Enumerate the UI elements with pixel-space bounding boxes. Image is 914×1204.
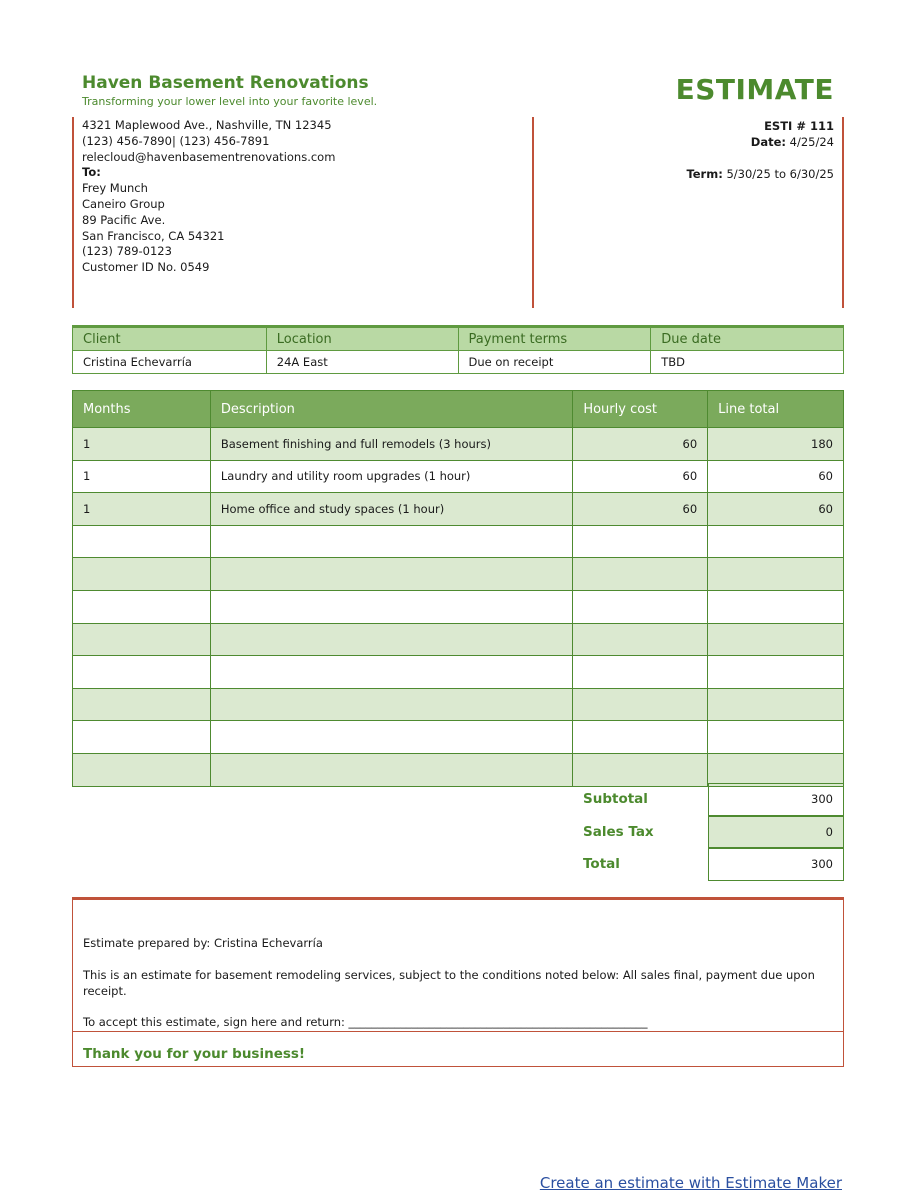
prepared-by: Estimate prepared by: Cristina Echevarría — [83, 936, 323, 950]
company-tagline: Transforming your lower level into your favorite level. — [82, 95, 378, 108]
item-description — [210, 623, 572, 656]
middle-divider — [532, 117, 534, 308]
item-line-total: 60 — [708, 493, 844, 526]
sales-tax-value: 0 — [708, 816, 844, 849]
item-line-total — [708, 525, 844, 558]
company-name: Haven Basement Renovations — [82, 73, 369, 93]
document-title: ESTIMATE — [675, 73, 834, 106]
item-months — [73, 656, 211, 689]
item-line-total — [708, 656, 844, 689]
customer-id: Customer ID No. 0549 — [82, 260, 210, 275]
item-hourly-cost: 60 — [573, 493, 708, 526]
table-row — [73, 753, 844, 786]
info-header-due-date: Due date — [651, 327, 844, 351]
item-months: 1 — [73, 493, 211, 526]
estimate-date — [686, 134, 834, 150]
subtotal-label: Subtotal — [583, 791, 648, 807]
table-row — [73, 493, 844, 526]
client-info-table — [72, 325, 844, 374]
estimate-maker-link[interactable]: Create an estimate with Estimate Maker — [539, 1174, 842, 1192]
item-months — [73, 721, 211, 754]
table-row — [73, 460, 844, 493]
item-hourly-cost — [573, 623, 708, 656]
notes-box — [72, 897, 844, 1067]
info-header-client: Client — [73, 327, 267, 351]
notes-divider — [73, 1031, 843, 1032]
sales-tax-label: Sales Tax — [583, 823, 654, 840]
item-months — [73, 688, 211, 721]
acceptance-signature-line: To accept this estimate, sign here and return: ____________________________________________________ — [83, 1015, 648, 1029]
total-value: 300 — [708, 848, 844, 881]
recipient-company: Caneiro Group — [82, 196, 165, 211]
item-description — [210, 688, 572, 721]
item-line-total — [708, 558, 844, 591]
company-email: relecloud@havenbasementrenovations.com — [82, 149, 336, 164]
table-row — [73, 656, 844, 689]
item-line-total — [708, 721, 844, 754]
item-hourly-cost — [573, 753, 708, 786]
item-months — [73, 590, 211, 623]
estimate-number: ESTI # 111 — [764, 119, 834, 133]
recipient-name: Frey Munch — [82, 181, 148, 196]
item-hourly-cost — [573, 656, 708, 689]
date-value: 4/25/24 — [789, 135, 834, 149]
item-hourly-cost: 60 — [573, 428, 708, 461]
line-items-table — [72, 390, 844, 787]
item-line-total — [708, 688, 844, 721]
left-divider — [72, 117, 74, 308]
item-months: 1 — [73, 460, 211, 493]
estimate-conditions: This is an estimate for basement remodeling services, subject to the conditions noted below: All sales final, payment due upon receipt. — [83, 968, 815, 998]
table-row — [73, 558, 844, 591]
item-months — [73, 753, 211, 786]
term-label: Term: — [686, 167, 723, 181]
items-header-hourly-cost: Hourly cost — [573, 391, 708, 428]
estimate-meta — [686, 118, 834, 182]
right-divider — [842, 117, 844, 308]
item-months — [73, 623, 211, 656]
sales-tax-row — [573, 816, 844, 849]
item-months — [73, 525, 211, 558]
item-line-total — [708, 623, 844, 656]
item-hourly-cost — [573, 721, 708, 754]
item-description — [210, 590, 572, 623]
table-row — [73, 721, 844, 754]
items-header-months: Months — [73, 391, 211, 428]
info-header-location: Location — [266, 327, 458, 351]
estimate-term — [686, 166, 834, 182]
total-row — [573, 848, 844, 881]
item-description: Laundry and utility room upgrades (1 hour) — [210, 460, 572, 493]
table-row — [73, 623, 844, 656]
item-description — [210, 558, 572, 591]
info-location: 24A East — [266, 351, 458, 374]
info-client: Cristina Echevarría — [73, 351, 267, 374]
item-hourly-cost — [573, 558, 708, 591]
item-hourly-cost — [573, 590, 708, 623]
info-due-date: TBD — [651, 351, 844, 374]
company-phones: (123) 456-7890| (123) 456-7891 — [82, 133, 270, 148]
item-line-total — [708, 590, 844, 623]
thank-you-message: Thank you for your business! — [83, 1046, 306, 1062]
item-description — [210, 753, 572, 786]
item-description — [210, 721, 572, 754]
item-months: 1 — [73, 428, 211, 461]
subtotal-value: 300 — [708, 783, 844, 816]
items-header-description: Description — [210, 391, 572, 428]
date-label: Date: — [750, 135, 786, 149]
term-value: 5/30/25 to 6/30/25 — [726, 167, 834, 181]
table-row — [73, 525, 844, 558]
item-description: Basement finishing and full remodels (3 hours) — [210, 428, 572, 461]
recipient-phone: (123) 789-0123 — [82, 244, 172, 259]
recipient-street: 89 Pacific Ave. — [82, 212, 166, 227]
table-row — [73, 590, 844, 623]
table-row — [73, 428, 844, 461]
recipient-city: San Francisco, CA 54321 — [82, 228, 225, 243]
item-description: Home office and study spaces (1 hour) — [210, 493, 572, 526]
item-hourly-cost: 60 — [573, 460, 708, 493]
item-description — [210, 525, 572, 558]
items-header-line-total: Line total — [708, 391, 844, 428]
table-row — [73, 688, 844, 721]
item-line-total: 180 — [708, 428, 844, 461]
totals-block — [573, 783, 844, 881]
subtotal-row — [573, 783, 844, 816]
item-hourly-cost — [573, 525, 708, 558]
item-line-total: 60 — [708, 460, 844, 493]
info-header-payment-terms: Payment terms — [458, 327, 651, 351]
info-payment-terms: Due on receipt — [458, 351, 651, 374]
total-label: Total — [583, 856, 620, 873]
item-description — [210, 656, 572, 689]
item-line-total — [708, 753, 844, 786]
item-hourly-cost — [573, 688, 708, 721]
to-label: To: — [82, 165, 101, 180]
address-block — [82, 118, 522, 276]
item-months — [73, 558, 211, 591]
company-address: 4321 Maplewood Ave., Nashville, TN 12345 — [82, 118, 332, 132]
